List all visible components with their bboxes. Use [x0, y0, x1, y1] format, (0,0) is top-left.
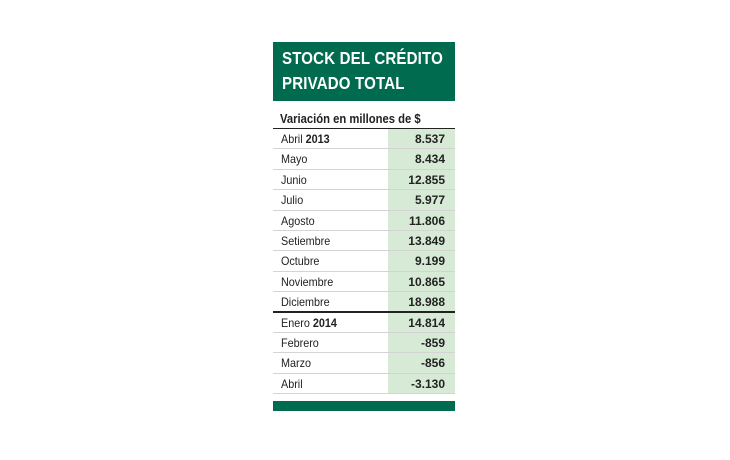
value-cell: 14.814 — [388, 313, 455, 332]
value-cell: 8.434 — [388, 149, 455, 168]
table-row — [273, 272, 455, 292]
table-row — [273, 313, 455, 333]
table-row — [273, 251, 455, 271]
month-label: Abril — [281, 132, 303, 146]
month-label: Diciembre — [281, 295, 330, 310]
month-label: Agosto — [281, 213, 315, 228]
chart-title-line-2: PRIVADO TOTAL — [282, 73, 405, 93]
table-row — [273, 211, 455, 231]
month-label: Abril — [281, 376, 303, 391]
month-label: Junio — [281, 172, 307, 187]
month-label: Mayo — [281, 152, 308, 167]
value-cell: 5.977 — [388, 190, 455, 209]
chart-subtitle — [273, 101, 455, 129]
table-row — [273, 333, 455, 353]
chart-subtitle-text: Variación en millones de $ — [280, 112, 421, 126]
row-label — [273, 292, 388, 310]
chart-title-line-1: STOCK DEL CRÉDITO — [282, 48, 443, 68]
value-cell: 11.806 — [388, 211, 455, 230]
value-cell: 9.199 — [388, 251, 455, 270]
row-label — [273, 190, 388, 209]
table-row — [273, 170, 455, 190]
table-row — [273, 353, 455, 373]
row-label — [273, 333, 388, 352]
value-cell: 10.865 — [388, 272, 455, 291]
row-label — [273, 170, 388, 189]
value-cell: -859 — [388, 333, 455, 352]
month-label: Febrero — [281, 335, 319, 350]
row-label — [273, 374, 388, 393]
table-row — [273, 292, 455, 312]
value-cell: -856 — [388, 353, 455, 372]
row-label — [273, 313, 388, 332]
row-label — [273, 353, 388, 372]
value-cell: -3.130 — [388, 374, 455, 393]
table-row — [273, 190, 455, 210]
value-cell: 18.988 — [388, 292, 455, 310]
row-label — [273, 251, 388, 270]
month-label: Enero — [281, 315, 310, 330]
data-table — [273, 129, 455, 394]
chart-title — [273, 42, 455, 101]
row-label — [273, 231, 388, 250]
table-row — [273, 129, 455, 149]
value-cell: 8.537 — [388, 129, 455, 148]
month-label: Marzo — [281, 356, 312, 371]
credit-stock-infographic — [273, 42, 455, 411]
value-cell: 13.849 — [388, 231, 455, 250]
year-label: 2014 — [312, 315, 337, 330]
row-label — [273, 149, 388, 168]
table-row — [273, 231, 455, 251]
month-label: Noviembre — [281, 274, 334, 289]
footer-bar — [273, 401, 455, 411]
row-label — [273, 272, 388, 291]
year-label: 2013 — [305, 132, 330, 146]
table-row — [273, 149, 455, 169]
row-label — [273, 129, 388, 148]
month-label: Setiembre — [281, 233, 331, 248]
row-label — [273, 211, 388, 230]
month-label: Julio — [281, 193, 304, 208]
value-cell: 12.855 — [388, 170, 455, 189]
month-label: Octubre — [281, 254, 320, 269]
table-row — [273, 374, 455, 394]
